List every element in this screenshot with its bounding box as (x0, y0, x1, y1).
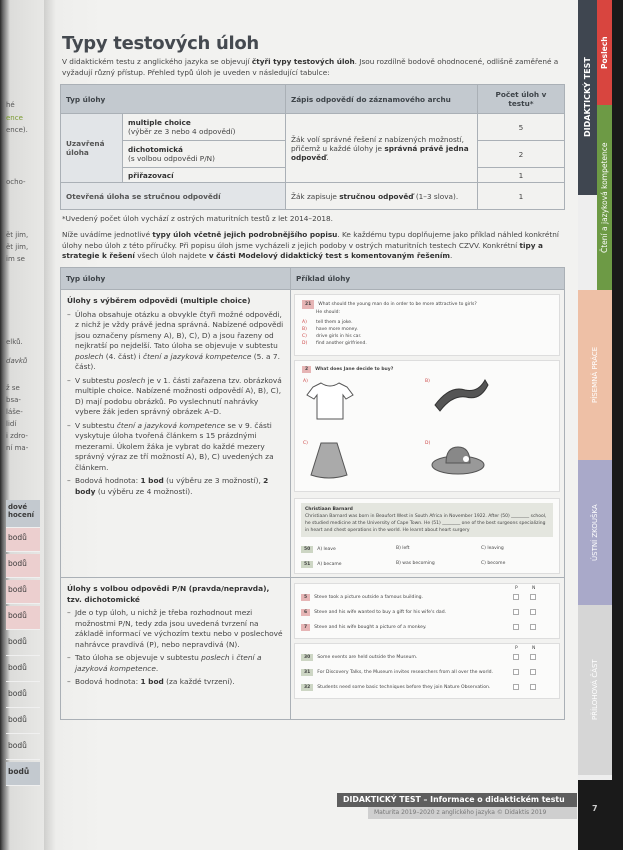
description-paragraph: Níže uvádíme jednotlivé typy úloh včetně jejich podrobnějšího popisu. Ke každému typu doplňujeme jako příklad náhled konkrétní úlohy nebo úloh z této příručky. Při popisu úloh jsme vycházeli z jejich podoby v ostrých maturitních testech CZVV. Konkrétní tipy a strategie k řešení všech úloh najdete v části Modelový didaktický test s komentovaným řešením. (62, 230, 559, 260)
checkbox-n[interactable] (530, 594, 536, 600)
fragment: hé (6, 101, 15, 109)
row-matching: přiřazovací (123, 168, 286, 183)
left-cell: bodů (6, 606, 40, 630)
row-dichotomic: dichotomická (s volbou odpovědi P/N) (123, 141, 286, 168)
left-cell: bodů (6, 762, 40, 786)
fragment: i zdro- (6, 432, 28, 440)
checkbox-p[interactable] (513, 594, 519, 600)
cloze-row: 50 A) leave B) left C) leaving (301, 546, 551, 553)
pn-item: 6 Steve and his wife wanted to buy a gift for his wife's dad. (301, 609, 553, 620)
fragment: bsa- (6, 396, 21, 404)
tshirt-icon (305, 379, 355, 423)
intro-text: V didaktickém testu z anglického jazyka se objevují čtyři typy testových úloh. Jsou rozdílně bodově ohodnocené, odlišně zaměřené a vyžadují různý přístup. Přehled typů úloh je uveden v následující tabulce: (62, 57, 559, 77)
previous-page-edge (0, 0, 44, 850)
checkbox-n[interactable] (530, 609, 536, 615)
tab-pisemna-prace[interactable]: PÍSEMNÁ PRÁCE (578, 290, 612, 460)
tab-didakticky-test[interactable]: DIDAKTICKÝ TEST (578, 0, 597, 195)
tab-cteni[interactable]: Čtení a jazyková kompetence (597, 105, 612, 290)
option-label: D) (425, 441, 431, 446)
left-table-header: dové hocení (6, 500, 40, 528)
checkbox-n[interactable] (530, 624, 536, 630)
fragment: ence). (6, 126, 28, 134)
row-multiple-choice: multiple choice (výběr ze 3 nebo 4 odpovědí) (123, 114, 286, 141)
checkbox-p[interactable] (513, 624, 519, 630)
fragment: lidí (6, 420, 17, 428)
pn-item: 32 Students need some basic techniques before they join Nature Observation. (301, 684, 553, 695)
hat-icon (430, 439, 486, 479)
checkbox-p[interactable] (513, 609, 519, 615)
scarf-icon (430, 375, 490, 415)
example-true-false-2: P N 30 Some events are held outside the Museum. 31 For Discovery Talks, the Museum invites researchers from all over the world. 32 Students need some basic techniques before they join Nature Observation. (294, 643, 560, 699)
fragment: ět jim, (6, 231, 29, 239)
task-types-table (60, 84, 565, 210)
option-label: A) (303, 379, 308, 384)
header-answer: Zápis odpovědí do záznamového archu (285, 85, 477, 114)
left-cell: bodů (6, 632, 40, 656)
closed-answer: Žák volí správné řešení z nabízených možností, přičemž u každé úlohy je správná právě jedna odpověď. (285, 114, 477, 183)
fragment: ět jim, (6, 243, 29, 251)
left-cell: bodů (6, 658, 40, 682)
count: 2 (477, 141, 564, 168)
header-type: Typ úlohy (61, 268, 291, 290)
fragment: ocho- (6, 178, 26, 186)
left-cell: bodů (6, 684, 40, 708)
option-label: B) (425, 379, 430, 384)
left-cell: bodů (6, 580, 40, 604)
page-title: Typy testových úloh (62, 33, 259, 54)
fragment: ence (6, 114, 23, 122)
header-count: Počet úloh v testu* (477, 85, 564, 114)
pn-item: 30 Some events are held outside the Museum. (301, 654, 553, 665)
left-cell: bodů (6, 710, 40, 734)
fragment: ní ma- (6, 444, 29, 452)
closed-task-label: Uzavřená úloha (61, 114, 123, 183)
cloze-row: 51 A) became B) was becoming C) become (301, 561, 551, 568)
option-label: C) (303, 441, 308, 446)
page-number: 7 (592, 804, 598, 813)
left-cell: bodů (6, 736, 40, 760)
checkbox-n[interactable] (530, 684, 536, 690)
open-answer: Žák zapisuje stručnou odpověď (1–3 slova). (285, 183, 477, 210)
fragment: elků. (6, 338, 23, 346)
count: 5 (477, 114, 564, 141)
tab-prilohova-cast[interactable]: PŘÍLOHOVÁ ČÁST (578, 605, 612, 775)
footer-subtitle: Maturita 2019–2020 z anglického jazyka © Didaktis 2019 (368, 807, 577, 819)
checkbox-p[interactable] (513, 654, 519, 660)
left-cell: bodů (6, 528, 40, 552)
fragment: im se (6, 255, 25, 263)
count: 1 (477, 183, 564, 210)
open-task-label: Otevřená úloha se stručnou odpovědí (61, 183, 286, 210)
tab-ustni-zkouska[interactable]: ÚSTNÍ ZKOUŠKA (578, 460, 612, 605)
fragment: davků (6, 357, 28, 365)
count: 1 (477, 168, 564, 183)
header-type: Typ úlohy (61, 85, 286, 114)
example-multiple-choice: 21 What should the young man do in order to be more attractive to girls? He should: A) tell them a joke. B) have more money. C) drive girls in his car. D) find another girlfriend. (294, 294, 560, 356)
left-cell: bodů (6, 554, 40, 578)
header-example: Příklad úlohy (291, 268, 565, 290)
checkbox-n[interactable] (530, 654, 536, 660)
footnote: *Uvedený počet úloh vychází z ostrých maturitních testů z let 2014–2018. (62, 214, 333, 223)
pn-item: 31 For Discovery Talks, the Museum invites researchers from all over the world. (301, 669, 553, 680)
mc-description: Úlohy s výběrem odpovědi (multiple choice) – Úloha obsahuje otázku a obvykle čtyři možné odpovědi, z nichž je vždy právě jedna správná. Nabízené odpovědi jsou označeny písmeny A), B), C), D) a jsou řazeny od nejkratší po nejdelší. Tato úloha se objevuje v subtestu poslech (4. část) i čtení a jazyková kompetence (5. a 7. část). – V subtestu poslech je v 1. části zařazena tzv. obrázková multiple choice. Nabízené možnosti odpovědí A), B), C), D) mají podobu obrázků. Po vyslechnutí nahrávky vybere žák jeden správný obrázek A–D. – V subtestu čtení a jazyková kompetence se v 9. části vyskytuje úloha tvořená článkem s 15 prázdnými mezerami. Úkolem žáka je vybrat do každé mezery správný výraz ze tří možností A), B), C) uvedených za článkem. – Bodová hodnota: 1 bod (u výběru ze 3 možností), 2 body (u výběru ze 4 možností). (61, 290, 291, 578)
checkbox-n[interactable] (530, 669, 536, 675)
example-picture-choice: 2 What does Jane decide to buy? A) B) C) D) (294, 360, 560, 492)
example-cloze: Christiaan Barnard Christiaan Barnard was born in Beaufort West in South Africa in November 1922. After (50) ________ school, he studied medicine at the University of Cape Town. He (51) ________ one of the best surgeons specializing in heart and chest operations in the world. He learnt about heart surgery 50 A) leave B) left C) leaving 51 A) became B) was becoming C) become (294, 498, 560, 574)
skirt-icon (307, 439, 351, 483)
fragment: ž se (6, 384, 20, 392)
checkbox-p[interactable] (513, 669, 519, 675)
checkbox-p[interactable] (513, 684, 519, 690)
example-true-false-1: P N 5 Steve took a picture outside a famous building. 6 Steve and his wife wanted to buy a gift for his wife's dad. 7 Steve and his wife bought a picture of a monkey. (294, 583, 560, 639)
fragment: láše- (6, 408, 23, 416)
tab-poslech[interactable]: Poslech (597, 0, 612, 105)
footer-title: DIDAKTICKÝ TEST – Informace o didaktickém testu (337, 793, 577, 807)
pn-item: 5 Steve took a picture outside a famous building. (301, 594, 553, 605)
pn-item: 7 Steve and his wife bought a picture of a monkey. (301, 624, 553, 635)
pn-description: Úlohy s volbou odpovědi P/N (pravda/nepravda), tzv. dichotomické – Jde o typ úloh, u nichž je třeba rozhodnout mezi možnostmi P/N, tedy zda jsou uvedená tvrzení na základě informací ve výchozím textu nebo v poslechové nahrávce pravdivá (P), nebo nepravdivá (N). – Tato úloha se objevuje v subtestu poslech i čtení a jazyková kompetence. – Bodová hodnota: 1 bod (za každé tvrzení). (61, 578, 291, 720)
